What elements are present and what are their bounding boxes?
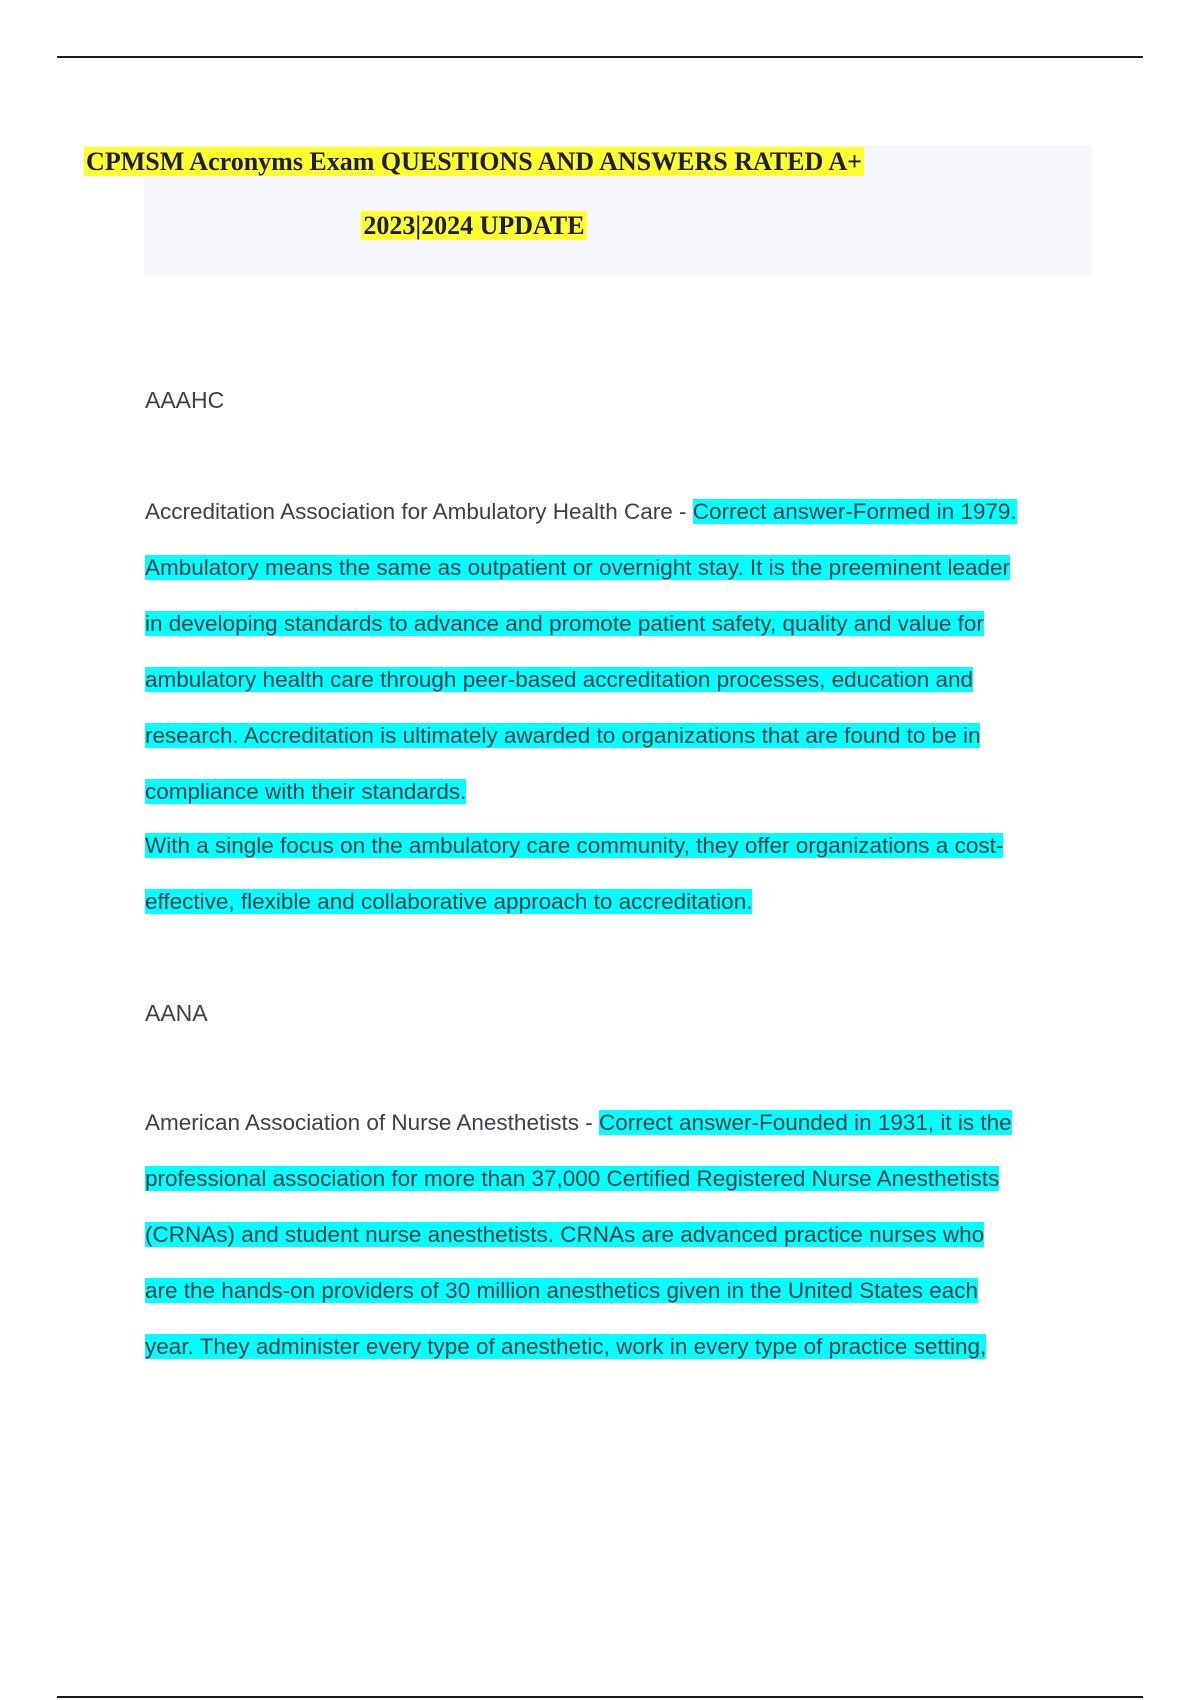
entry-line [145,828,1105,884]
document-title [0,146,948,178]
definition-text: American Association of Nurse Anesthetists - [145,1110,599,1135]
entry-line [145,774,1105,828]
acronym-entry [145,494,1105,940]
answer-text: With a single focus on the ambulatory care community, they offer organizations a cost- [145,833,1004,858]
entry-line [145,662,1105,718]
top-rule [57,56,1143,58]
definition-text: Accreditation Association for Ambulatory Health Care - [145,499,693,524]
bottom-rule [57,1696,1143,1698]
entry-line [145,1329,1105,1385]
entry-line [145,1217,1105,1273]
acronym-term: AAAHC [145,387,225,413]
document-subtitle [0,210,948,242]
answer-text: ambulatory health care through peer-based accreditation processes, education and [145,667,974,692]
answer-text: Ambulatory means the same as outpatient or overnight stay. It is the preeminent leader [145,555,1011,580]
answer-text: Correct answer-Formed in 1979. [692,499,1017,524]
answer-text: in developing standards to advance and promote patient safety, quality and value for [145,611,984,636]
entry-line [145,1105,1105,1161]
entry-line [145,1161,1105,1217]
answer-text: (CRNAs) and student nurse anesthetists. CRNAs are advanced practice nurses who [145,1222,985,1247]
answer-text: compliance with their standards. [145,779,467,804]
document-title-line-2: 2023|2024 UPDATE [363,211,585,240]
entry-line [145,718,1105,774]
entry-line [145,884,1105,940]
entry-line [145,550,1105,606]
entry-line [145,1273,1105,1329]
entry-line [145,494,1105,550]
answer-text: effective, flexible and collaborative approach to accreditation. [145,889,753,914]
acronym-term: AANA [145,1000,208,1026]
answer-text: are the hands-on providers of 30 million anesthetics given in the United States each [145,1278,978,1303]
answer-text: research. Accreditation is ultimately awarded to organizations that are found to be in [145,723,981,748]
answer-text: professional association for more than 37,000 Certified Registered Nurse Anesthetists [145,1166,1000,1191]
entry-line [145,606,1105,662]
acronym-entry [145,1105,1105,1385]
answer-text: Correct answer-Founded in 1931, it is the [598,1110,1012,1135]
answer-text: year. They administer every type of anesthetic, work in every type of practice setting, [145,1334,987,1359]
document-title-line-1: CPMSM Acronyms Exam QUESTIONS AND ANSWERS RATED A+ [86,147,862,176]
